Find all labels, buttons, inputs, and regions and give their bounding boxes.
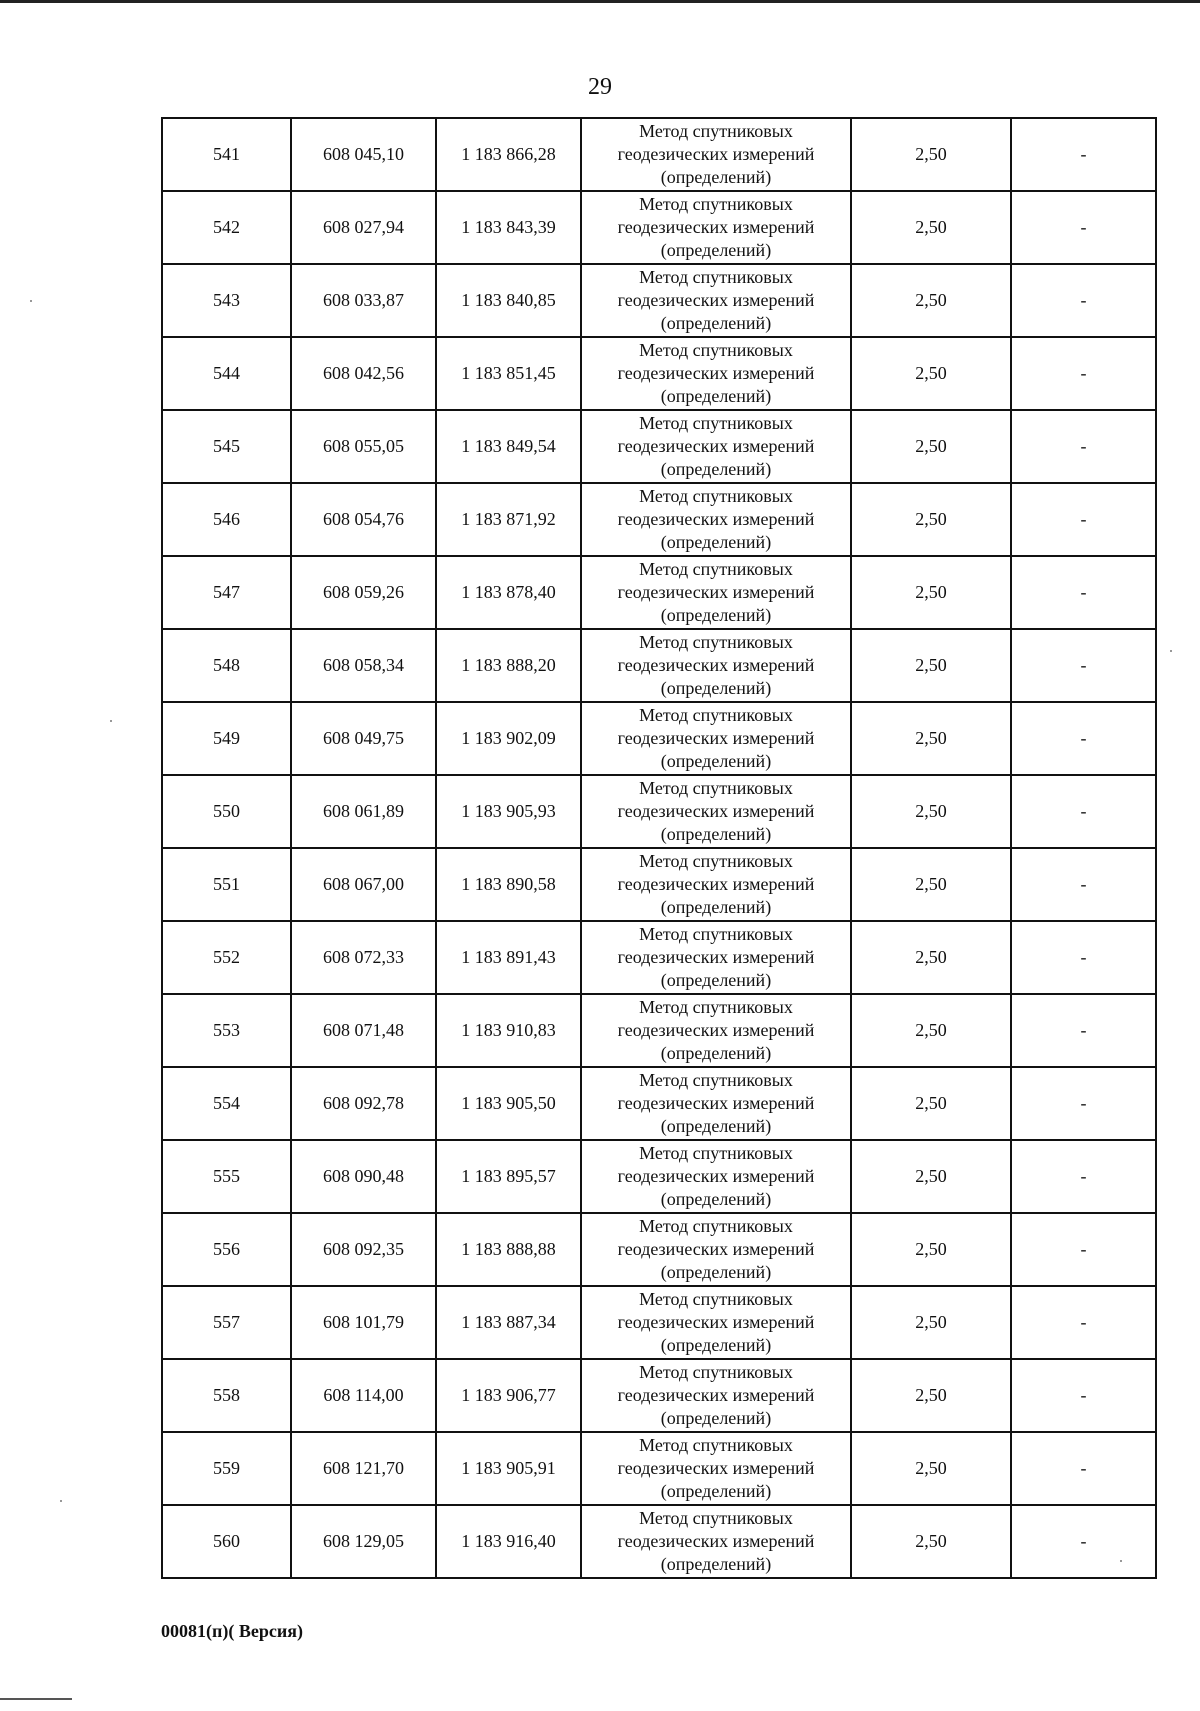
method-line: Метод спутниковых — [639, 1216, 793, 1236]
method-line: геодезических измерений — [617, 1166, 815, 1186]
method-cell — [581, 118, 851, 191]
point-number-cell: 550 — [162, 775, 291, 848]
x-coordinate-cell: 608 121,70 — [291, 1432, 436, 1505]
point-number-cell: 542 — [162, 191, 291, 264]
method-line: Метод спутниковых — [639, 997, 793, 1017]
method-line: (определений) — [660, 313, 772, 333]
table-row — [162, 1505, 1156, 1578]
method-line: Метод спутниковых — [639, 632, 793, 652]
table-row — [162, 1286, 1156, 1359]
note-cell: - — [1011, 921, 1156, 994]
method-cell — [581, 1505, 851, 1578]
method-line: (определений) — [660, 1189, 772, 1209]
table-row — [162, 994, 1156, 1067]
note-cell: - — [1011, 191, 1156, 264]
method-line: геодезических измерений — [617, 217, 815, 237]
method-line: геодезических измерений — [617, 801, 815, 821]
method-line: Метод спутниковых — [639, 1070, 793, 1090]
y-coordinate-cell: 1 183 916,40 — [436, 1505, 581, 1578]
x-coordinate-cell: 608 042,56 — [291, 337, 436, 410]
y-coordinate-cell: 1 183 888,20 — [436, 629, 581, 702]
y-coordinate-cell: 1 183 905,91 — [436, 1432, 581, 1505]
document-version-code: 00081(п)( Версия) — [161, 1621, 303, 1641]
method-line: геодезических измерений — [617, 1312, 815, 1332]
x-coordinate-cell: 608 027,94 — [291, 191, 436, 264]
table-row — [162, 337, 1156, 410]
point-number-cell: 549 — [162, 702, 291, 775]
table-row — [162, 410, 1156, 483]
method-line: (определений) — [660, 1554, 772, 1574]
accuracy-cell: 2,50 — [851, 629, 1011, 702]
method-line: геодезических измерений — [617, 1093, 815, 1113]
method-line: геодезических измерений — [617, 582, 815, 602]
note-cell: - — [1011, 1213, 1156, 1286]
method-line: (определений) — [660, 1116, 772, 1136]
note-cell: - — [1011, 337, 1156, 410]
note-cell: - — [1011, 1359, 1156, 1432]
method-line: Метод спутниковых — [639, 340, 793, 360]
point-number-cell: 555 — [162, 1140, 291, 1213]
bottom-edge-line — [0, 1698, 72, 1700]
method-line: Метод спутниковых — [639, 1143, 793, 1163]
method-line: геодезических измерений — [617, 290, 815, 310]
method-line: геодезических измерений — [617, 1239, 815, 1259]
note-cell: - — [1011, 1140, 1156, 1213]
method-line: (определений) — [660, 824, 772, 844]
method-line: геодезических измерений — [617, 1020, 815, 1040]
method-line: геодезических измерений — [617, 509, 815, 529]
point-number-cell: 546 — [162, 483, 291, 556]
x-coordinate-cell: 608 067,00 — [291, 848, 436, 921]
method-line: Метод спутниковых — [639, 1435, 793, 1455]
note-cell: - — [1011, 775, 1156, 848]
y-coordinate-cell: 1 183 905,93 — [436, 775, 581, 848]
method-line: (определений) — [660, 1262, 772, 1282]
method-line: (определений) — [660, 386, 772, 406]
table-row — [162, 1432, 1156, 1505]
x-coordinate-cell: 608 058,34 — [291, 629, 436, 702]
method-cell — [581, 994, 851, 1067]
method-cell — [581, 556, 851, 629]
method-line: геодезических измерений — [617, 436, 815, 456]
scan-speck — [1170, 650, 1172, 652]
note-cell: - — [1011, 629, 1156, 702]
method-cell — [581, 921, 851, 994]
x-coordinate-cell: 608 072,33 — [291, 921, 436, 994]
x-coordinate-cell: 608 092,35 — [291, 1213, 436, 1286]
table-row — [162, 1067, 1156, 1140]
method-line: Метод спутниковых — [639, 267, 793, 287]
method-line: Метод спутниковых — [639, 851, 793, 871]
method-line: геодезических измерений — [617, 947, 815, 967]
method-cell — [581, 1359, 851, 1432]
accuracy-cell: 2,50 — [851, 1286, 1011, 1359]
method-line: (определений) — [660, 605, 772, 625]
method-line: (определений) — [660, 897, 772, 917]
x-coordinate-cell: 608 090,48 — [291, 1140, 436, 1213]
method-line: геодезических измерений — [617, 655, 815, 675]
method-line: (определений) — [660, 1043, 772, 1063]
accuracy-cell: 2,50 — [851, 1140, 1011, 1213]
table-row — [162, 1359, 1156, 1432]
scan-speck — [60, 1500, 62, 1502]
point-number-cell: 547 — [162, 556, 291, 629]
method-line: Метод спутниковых — [639, 1508, 793, 1528]
method-line: Метод спутниковых — [639, 413, 793, 433]
accuracy-cell: 2,50 — [851, 1067, 1011, 1140]
method-line: геодезических измерений — [617, 363, 815, 383]
method-line: (определений) — [660, 1408, 772, 1428]
point-number-cell: 543 — [162, 264, 291, 337]
accuracy-cell: 2,50 — [851, 118, 1011, 191]
point-number-cell: 557 — [162, 1286, 291, 1359]
point-number-cell: 553 — [162, 994, 291, 1067]
table-row — [162, 848, 1156, 921]
y-coordinate-cell: 1 183 906,77 — [436, 1359, 581, 1432]
note-cell: - — [1011, 1286, 1156, 1359]
note-cell: - — [1011, 264, 1156, 337]
method-line: (определений) — [660, 240, 772, 260]
point-number-cell: 545 — [162, 410, 291, 483]
table-row — [162, 483, 1156, 556]
method-line: Метод спутниковых — [639, 121, 793, 141]
x-coordinate-cell: 608 071,48 — [291, 994, 436, 1067]
y-coordinate-cell: 1 183 871,92 — [436, 483, 581, 556]
x-coordinate-cell: 608 045,10 — [291, 118, 436, 191]
accuracy-cell: 2,50 — [851, 1213, 1011, 1286]
scan-speck — [110, 720, 112, 722]
note-cell: - — [1011, 848, 1156, 921]
point-number-cell: 551 — [162, 848, 291, 921]
y-coordinate-cell: 1 183 878,40 — [436, 556, 581, 629]
method-cell — [581, 264, 851, 337]
y-coordinate-cell: 1 183 840,85 — [436, 264, 581, 337]
y-coordinate-cell: 1 183 905,50 — [436, 1067, 581, 1140]
method-line: Метод спутниковых — [639, 705, 793, 725]
table-row — [162, 629, 1156, 702]
point-number-cell: 554 — [162, 1067, 291, 1140]
method-line: (определений) — [660, 970, 772, 990]
method-line: Метод спутниковых — [639, 559, 793, 579]
y-coordinate-cell: 1 183 843,39 — [436, 191, 581, 264]
method-line: (определений) — [660, 167, 772, 187]
point-number-cell: 558 — [162, 1359, 291, 1432]
method-cell — [581, 1432, 851, 1505]
accuracy-cell: 2,50 — [851, 702, 1011, 775]
point-number-cell: 560 — [162, 1505, 291, 1578]
x-coordinate-cell: 608 055,05 — [291, 410, 436, 483]
accuracy-cell: 2,50 — [851, 483, 1011, 556]
y-coordinate-cell: 1 183 902,09 — [436, 702, 581, 775]
method-line: Метод спутниковых — [639, 194, 793, 214]
coordinates-table — [161, 117, 1157, 1579]
method-line: геодезических измерений — [617, 144, 815, 164]
point-number-cell: 552 — [162, 921, 291, 994]
point-number-cell: 541 — [162, 118, 291, 191]
method-line: Метод спутниковых — [639, 1362, 793, 1382]
y-coordinate-cell: 1 183 895,57 — [436, 1140, 581, 1213]
method-cell — [581, 848, 851, 921]
method-cell — [581, 1213, 851, 1286]
table-row — [162, 264, 1156, 337]
method-line: геодезических измерений — [617, 1385, 815, 1405]
method-line: (определений) — [660, 459, 772, 479]
top-border-line — [0, 0, 1200, 3]
accuracy-cell: 2,50 — [851, 1505, 1011, 1578]
scan-speck — [1120, 1560, 1122, 1562]
note-cell: - — [1011, 483, 1156, 556]
method-line: (определений) — [660, 751, 772, 771]
method-line: Метод спутниковых — [639, 1289, 793, 1309]
method-cell — [581, 702, 851, 775]
note-cell: - — [1011, 1432, 1156, 1505]
method-line: (определений) — [660, 678, 772, 698]
x-coordinate-cell: 608 101,79 — [291, 1286, 436, 1359]
table-row — [162, 921, 1156, 994]
y-coordinate-cell: 1 183 866,28 — [436, 118, 581, 191]
table-row — [162, 775, 1156, 848]
method-line: геодезических измерений — [617, 728, 815, 748]
method-cell — [581, 410, 851, 483]
note-cell: - — [1011, 1067, 1156, 1140]
y-coordinate-cell: 1 183 851,45 — [436, 337, 581, 410]
method-cell — [581, 1286, 851, 1359]
accuracy-cell: 2,50 — [851, 556, 1011, 629]
note-cell: - — [1011, 118, 1156, 191]
method-cell — [581, 483, 851, 556]
accuracy-cell: 2,50 — [851, 1432, 1011, 1505]
coordinates-table-body — [162, 118, 1156, 1578]
point-number-cell: 548 — [162, 629, 291, 702]
y-coordinate-cell: 1 183 891,43 — [436, 921, 581, 994]
x-coordinate-cell: 608 061,89 — [291, 775, 436, 848]
method-cell — [581, 775, 851, 848]
method-line: геодезических измерений — [617, 1458, 815, 1478]
y-coordinate-cell: 1 183 888,88 — [436, 1213, 581, 1286]
x-coordinate-cell: 608 092,78 — [291, 1067, 436, 1140]
table-row — [162, 702, 1156, 775]
note-cell: - — [1011, 410, 1156, 483]
accuracy-cell: 2,50 — [851, 775, 1011, 848]
page-number: 29 — [588, 74, 612, 100]
table-row — [162, 1140, 1156, 1213]
x-coordinate-cell: 608 054,76 — [291, 483, 436, 556]
y-coordinate-cell: 1 183 887,34 — [436, 1286, 581, 1359]
x-coordinate-cell: 608 049,75 — [291, 702, 436, 775]
method-line: Метод спутниковых — [639, 924, 793, 944]
method-line: (определений) — [660, 1335, 772, 1355]
accuracy-cell: 2,50 — [851, 264, 1011, 337]
table-row — [162, 556, 1156, 629]
scan-speck — [30, 300, 32, 302]
y-coordinate-cell: 1 183 849,54 — [436, 410, 581, 483]
accuracy-cell: 2,50 — [851, 848, 1011, 921]
method-cell — [581, 629, 851, 702]
note-cell: - — [1011, 994, 1156, 1067]
method-line: (определений) — [660, 532, 772, 552]
accuracy-cell: 2,50 — [851, 994, 1011, 1067]
method-line: Метод спутниковых — [639, 486, 793, 506]
point-number-cell: 556 — [162, 1213, 291, 1286]
accuracy-cell: 2,50 — [851, 410, 1011, 483]
method-cell — [581, 1067, 851, 1140]
x-coordinate-cell: 608 059,26 — [291, 556, 436, 629]
accuracy-cell: 2,50 — [851, 337, 1011, 410]
table-row — [162, 191, 1156, 264]
method-cell — [581, 337, 851, 410]
point-number-cell: 544 — [162, 337, 291, 410]
method-line: (определений) — [660, 1481, 772, 1501]
x-coordinate-cell: 608 114,00 — [291, 1359, 436, 1432]
accuracy-cell: 2,50 — [851, 191, 1011, 264]
note-cell: - — [1011, 556, 1156, 629]
note-cell: - — [1011, 1505, 1156, 1578]
table-row — [162, 1213, 1156, 1286]
point-number-cell: 559 — [162, 1432, 291, 1505]
method-cell — [581, 191, 851, 264]
x-coordinate-cell: 608 033,87 — [291, 264, 436, 337]
accuracy-cell: 2,50 — [851, 1359, 1011, 1432]
y-coordinate-cell: 1 183 910,83 — [436, 994, 581, 1067]
y-coordinate-cell: 1 183 890,58 — [436, 848, 581, 921]
note-cell: - — [1011, 702, 1156, 775]
table-row — [162, 118, 1156, 191]
method-line: Метод спутниковых — [639, 778, 793, 798]
accuracy-cell: 2,50 — [851, 921, 1011, 994]
method-cell — [581, 1140, 851, 1213]
x-coordinate-cell: 608 129,05 — [291, 1505, 436, 1578]
method-line: геодезических измерений — [617, 874, 815, 894]
method-line: геодезических измерений — [617, 1531, 815, 1551]
